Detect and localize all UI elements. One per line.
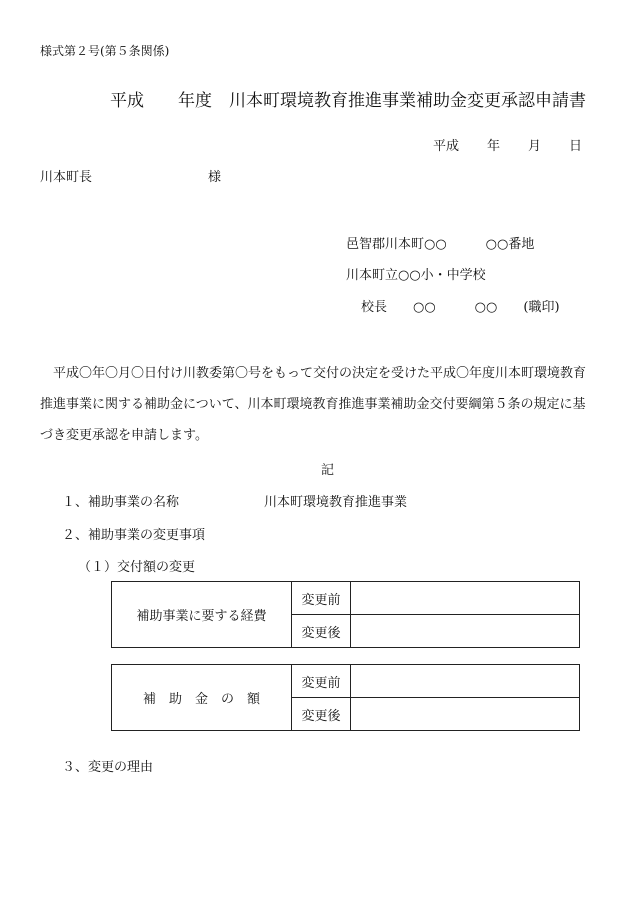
addressee-honorific: 様: [208, 170, 222, 185]
applicant-school: 川本町立○○小・中学校: [346, 268, 486, 283]
expense-before-field[interactable]: [351, 582, 580, 615]
expense-label: 補助事業に要する経費: [112, 582, 292, 648]
document-title: 平成 年度 川本町環境教育推進事業補助金変更承認申請書: [110, 91, 586, 111]
item-1-label: １、補助事業の名称: [62, 495, 180, 510]
table-row: [112, 582, 580, 615]
item-3-label: ３、変更の理由: [62, 760, 154, 775]
table-row: [112, 665, 580, 698]
applicant-name: 校長 ○○ ○○ (職印): [361, 300, 560, 315]
date-month: 月: [528, 139, 542, 154]
ki-heading: 記: [321, 463, 335, 478]
addressee-name: 川本町長: [40, 170, 93, 185]
form-number: 様式第２号(第５条関係): [40, 44, 170, 58]
item-2-label: ２、補助事業の変更事項: [62, 528, 206, 543]
grant-label: 補 助 金 の 額: [112, 665, 292, 731]
expense-before-label: 変更前: [292, 582, 351, 615]
expense-table: [111, 581, 580, 648]
item-2-sub: （１）交付額の変更: [78, 560, 196, 575]
applicant-address: 邑智郡川本町○○ ○○番地: [346, 237, 535, 252]
expense-after-label: 変更後: [292, 615, 351, 648]
date-line: [433, 135, 582, 154]
date-day: 日: [569, 139, 583, 154]
grant-after-label: 変更後: [292, 698, 351, 731]
grant-after-field[interactable]: [351, 698, 580, 731]
item-1: [62, 491, 408, 510]
body-text: 平成〇年〇月〇日付け川教委第〇号をもって交付の決定を受けた平成〇年度川本町環境教育推進事業に関する補助金について、川本町環境教育推進事業補助金交付要綱第５条の規定に基づき変更承認を申請します。: [40, 366, 587, 443]
date-year: 年: [487, 139, 501, 154]
grant-before-label: 変更前: [292, 665, 351, 698]
addressee: [40, 166, 222, 185]
expense-after-field[interactable]: [351, 615, 580, 648]
date-era: 平成: [433, 139, 460, 154]
grant-table: [111, 664, 580, 731]
item-1-value: 川本町環境教育推進事業: [264, 495, 408, 510]
grant-before-field[interactable]: [351, 665, 580, 698]
